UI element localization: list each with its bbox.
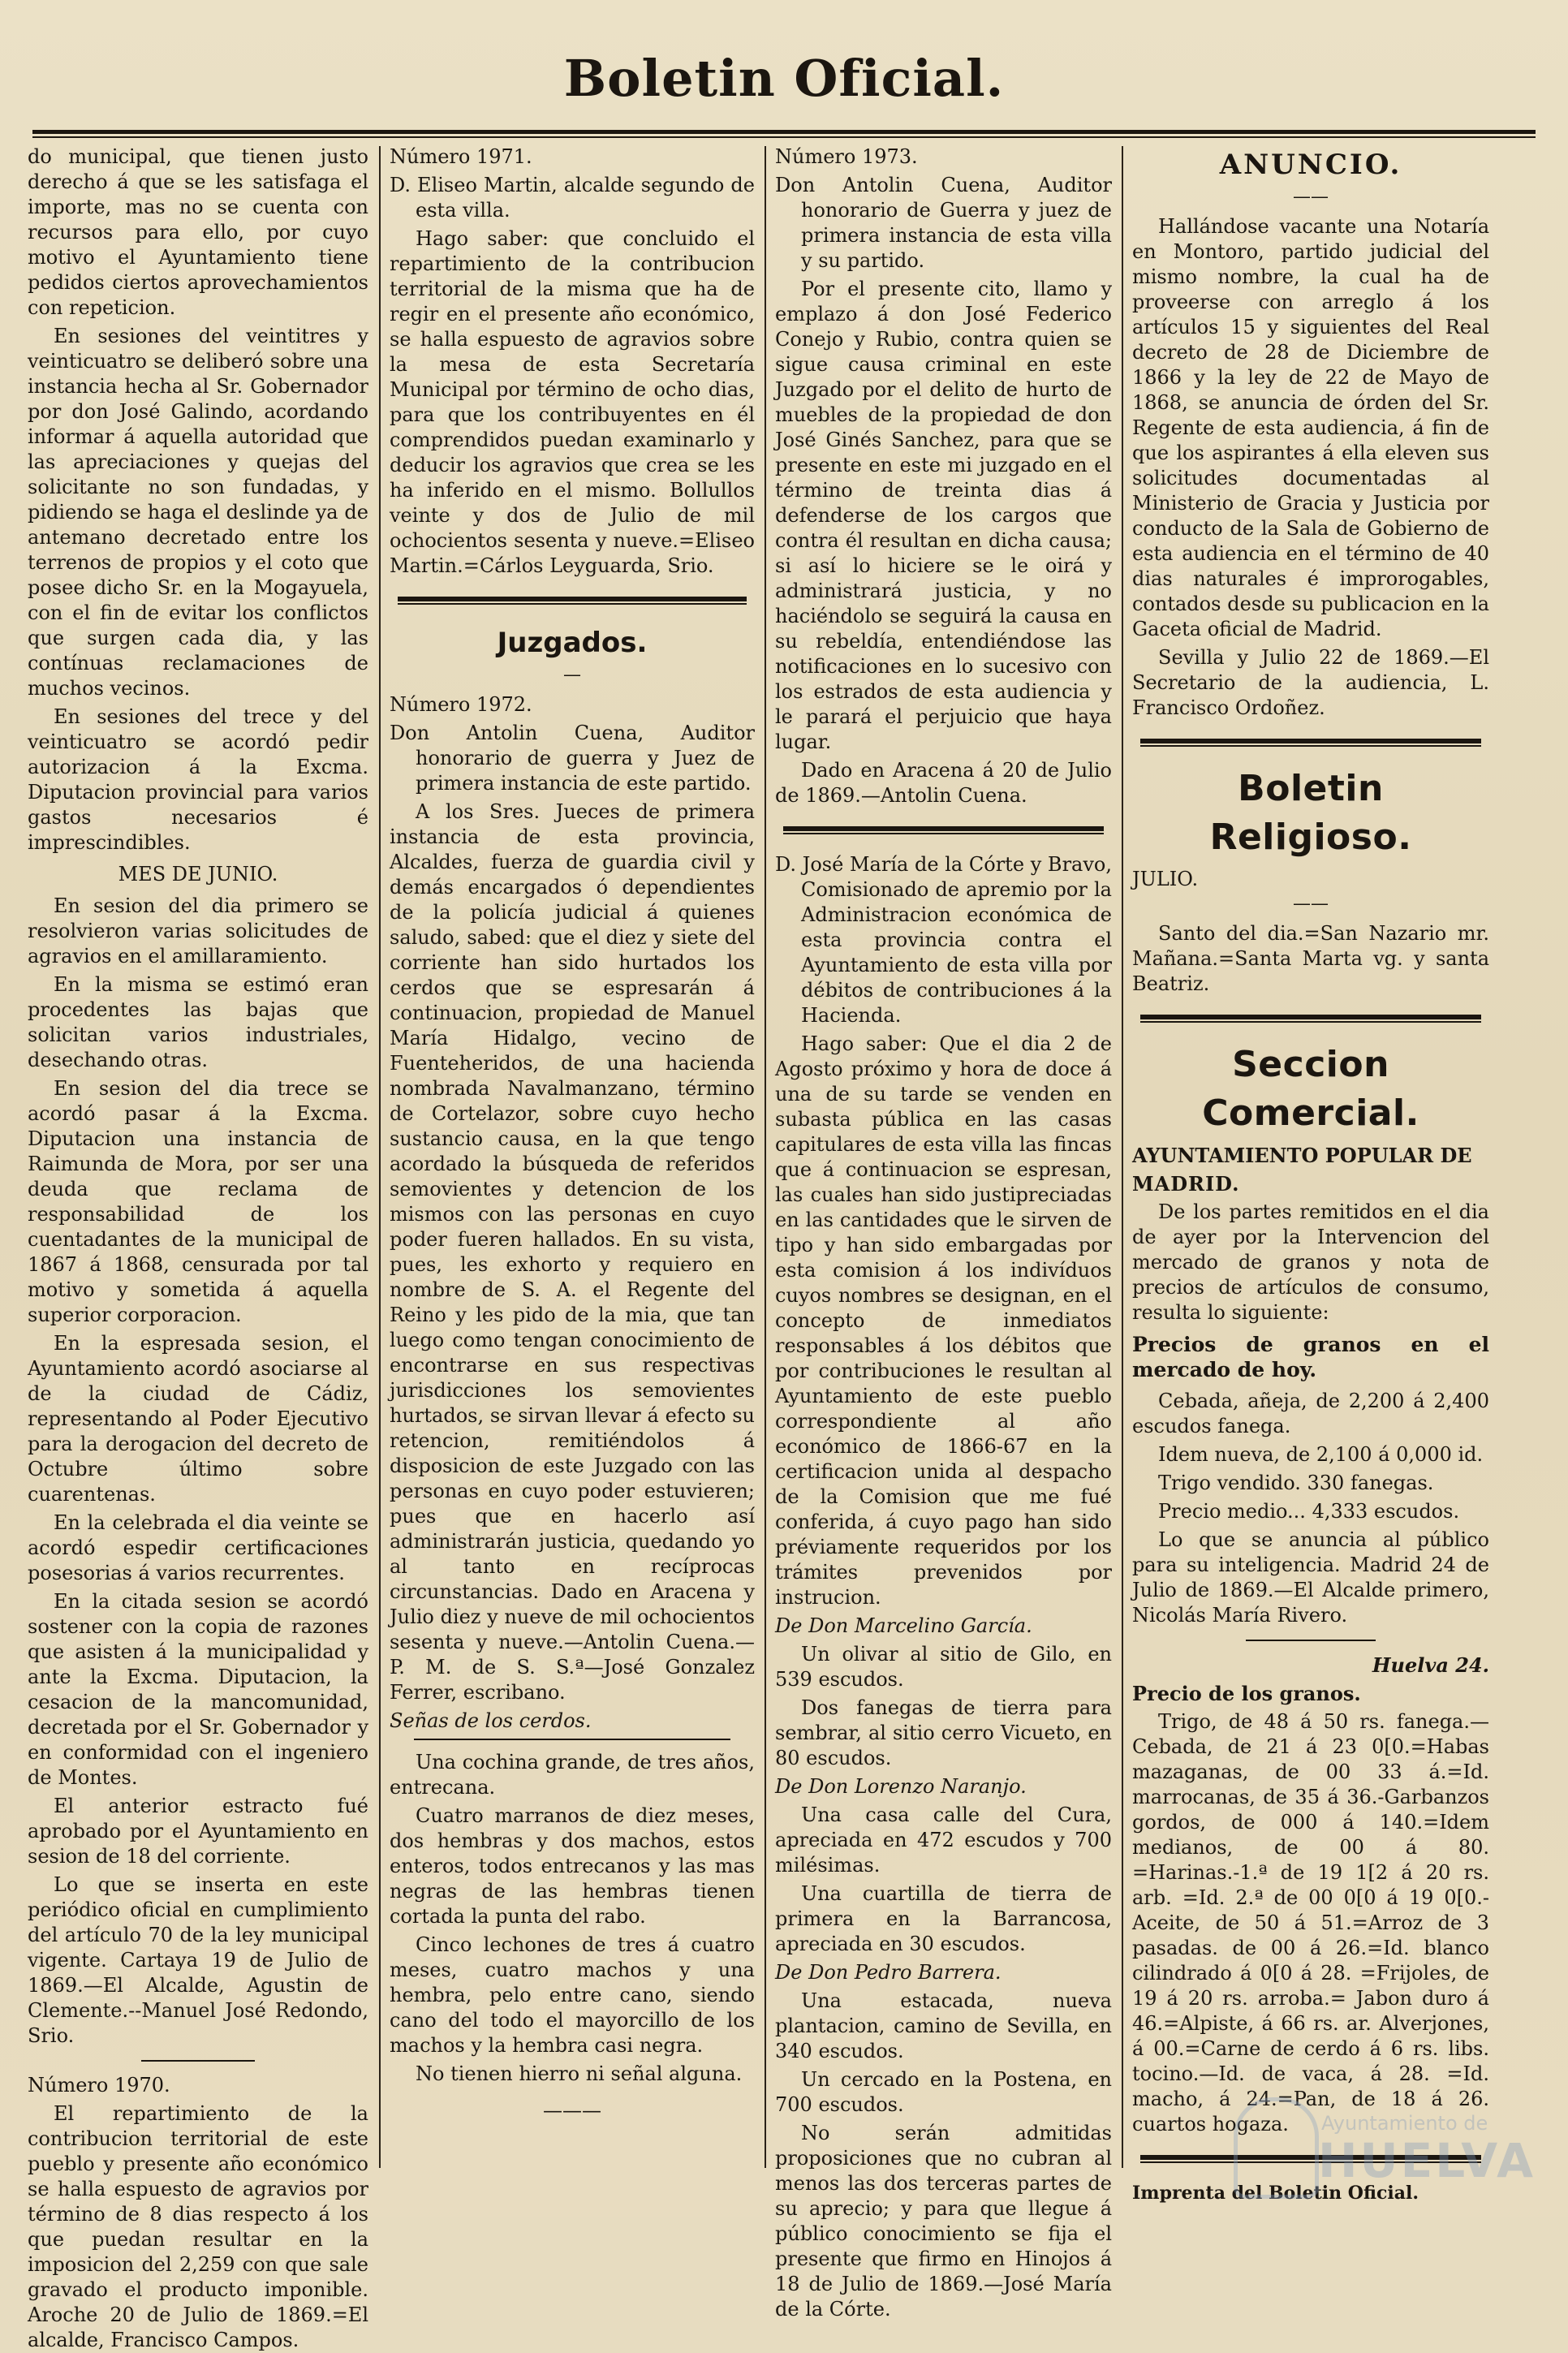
paragraph: Por el presente cito, llamo y emplazo á don José Federico Conejo y Rubio, contra quien se sigue causa criminal en este Juzgado por el delito de hurto de muebles de la propiedad de don José Ginés Sanchez, para que se presente en este mi juzgado en el término de treinta dias á defenderse de los cargos que contra él resultan en dicha causa; si así lo hiciere se le oirá y administrará justicia, y no haciéndolo se seguirá la causa en su rebeldía, entendiéndose las notificaciones en lo sucesivo con los estrados de esta audiencia y le parará el perjuicio que haya lugar. [775, 278, 1112, 753]
printer-imprint: Imprenta del Boletin Oficial. [1132, 2183, 1419, 2204]
paragraph: En la misma se estimó eran procedentes las bajas que solicitan varios industriales, desechando otras. [28, 973, 368, 1071]
paragraph: En la espresada sesion, el Ayuntamiento acordó asociarse al de la ciudad de Cádiz, representando al Poder Ejecutivo para la derogacion del decreto de Octubre último sobre cuarentenas. [28, 1332, 368, 1506]
section-title: Juzgados. [497, 627, 648, 659]
owner-heading: De Don Pedro Barrera. [775, 1961, 1002, 1984]
dash-ornament: —— [1293, 187, 1329, 207]
paragraph: Una casa calle del Cura, apreciada en 472 escudos y 700 milésimas. [775, 1804, 1112, 1877]
section-title: Boletin Religioso. [1209, 768, 1412, 858]
notice-number: Número 1971. [390, 145, 532, 168]
paragraph: Don Antolin Cuena, Auditor honorario de guerra y Juez de primera instancia de este partido. [390, 722, 755, 795]
paragraph: En sesion del dia trece se acordó pasar á la Excma. Diputacion una instancia de Raimunda de Mora, por ser una deuda que reclama de responsabilidad de los cuentadantes de la municipal de 1867 á 1868, censurada por tal motivo y sometida á aquella superior corporacion. [28, 1077, 368, 1326]
subheading: AYUNTAMIENTO POPULAR DE [1132, 1144, 1472, 1167]
divider [141, 2060, 255, 2062]
dash-ornament: —— [1293, 894, 1329, 914]
paragraph: A los Sres. Jueces de primera instancia de esta provincia, Alcaldes, fuerza de guardia civil y demás encargados ó dependientes de la policía judicial á quienes saludo, sabed: que el diez y siete del corriente han sido hurtados los cerdos que se espresarán á continuacion, propiedad de Manuel María Hidalgo, vecino de Fuenteheridos, de una hacienda nombrada Navalmanzano, término de Cortelazor, sobre cuyo hecho sustancio causa, en la que tengo acordado la búsqueda de referidos semovientes y detencion de los mismos con las personas en cuyo poder fueren hallados. En su vista, pues, les exhorto y requiero en nombre de S. A. el Regente del Reino y les pido de la mia, que tan luego como tengan conocimiento de encontrarse en sus respectivas jurisdicciones los semovientes hurtados, se sirvan llevar á efecto su retencion, remitiéndolos á disposicion de este Juzgado con las personas en cuyo poder estuvieren; pues que en hacerlo así administrarán justicia, quedando yo al tanto en recíprocas circunstancias. Dado en Aracena y Julio diez y nueve de mil ochocientos sesenta y nueve.—Antolin Cuena.— P. M. de S. S.ª—José Gonzalez Ferrer, escribano. [390, 800, 755, 1704]
paragraph: Lo que se anuncia al público para su inteligencia. Madrid 24 de Julio de 1869.—El Alcalde primero, Nicolás María Rivero. [1132, 1528, 1489, 1627]
paragraph: En la citada sesion se acordó sostener con la copia de razones que asisten á la municipalidad y ante la Excma. Diputacion, la cesacion de la mancomunidad, decretada por el Sr. Gobernador y en conformidad con el ingeniero de Montes. [28, 1590, 368, 1789]
paragraph: No serán admitidas proposiciones que no cubran al menos las dos terceras partes de su aprecio; y para que llegue á público conocimiento se fija el presente que firmo en Hinojos á 18 de Julio de 1869.—José María de la Córte. [775, 2122, 1112, 2321]
paragraph: Cebada, añeja, de 2,200 á 2,400 escudos fanega. [1132, 1390, 1489, 1437]
paragraph: Hago saber: que concluido el repartimiento de la contribucion territorial de la misma que ha de regir en el presente año económico, se halla espuesto de agravios sobre la mesa de esta Secretaría Municipal por término de ocho dias, para que los contribuyentes en él comprendidos puedan examinarlo y deducir los agravios que crea se les ha inferido en el mismo. Bollullos veinte y dos de Julio de mil ochocientos sesenta y nueve.=Eliseo Martin.=Cárlos Leyguarda, Srio. [390, 227, 755, 577]
paragraph: Idem nueva, de 2,100 á 0,000 id. [1158, 1443, 1484, 1466]
month-heading: MES DE JUNIO. [118, 863, 278, 886]
paragraph: El repartimiento de la contribucion territorial de este pueblo y presente año económico se halla espuesto de agravios por término de 8 dias respecto á los que puedan resultar en la imposicion del 2,259 con que sale gravado el producto imponible. Aroche 20 de Julio de 1869.=El alcalde, Francisco Campos. [28, 2102, 368, 2351]
paragraph: En sesiones del trece y del veinticuatro se acordó pedir autorizacion á la Excma. Diputacion provincial para varios gastos necesarios é imprescindibles. [28, 705, 368, 854]
paragraph: No tienen hierro ni señal alguna. [416, 2062, 743, 2085]
subheading: MADRID. [1132, 1172, 1240, 1196]
paragraph: Dado en Aracena á 20 de Julio de 1869.—Antolin Cuena. [775, 759, 1112, 807]
subheading: Precios de granos en el mercado de hoy. [1132, 1333, 1489, 1381]
end-ornament: ——— [543, 2099, 601, 2122]
notice-number: Número 1972. [390, 693, 532, 716]
paragraph: En la celebrada el dia veinte se acordó espedir certificaciones posesorias á varios recurrentes. [28, 1511, 368, 1584]
section-rule [398, 597, 747, 605]
month-heading: JULIO. [1132, 868, 1199, 890]
paragraph: Sevilla y Julio 22 de 1869.—El Secretario de la audiencia, L. Francisco Ordoñez. [1132, 646, 1489, 719]
column-1 [28, 144, 368, 2351]
paragraph: Precio medio... 4,333 escudos. [1158, 1500, 1460, 1523]
column-3 [775, 144, 1112, 2321]
paragraph: De los partes remitidos en el dia de ayer por la Intervencion del mercado de granos y nota de precios de artículos de consumo, resulta lo siguiente: [1132, 1200, 1489, 1324]
watermark-text: Ayuntamiento de [1321, 2112, 1488, 2135]
paragraph: Hallándose vacante una Notaría en Montoro, partido judicial del mismo nombre, la cual ha de proveerse con arreglo á los artículos 15 y siguientes del Real decreto de 28 de Diciembre de 1866 y la ley de 22 de Mayo de 1868, se anuncia de órden del Sr. Regente de esta audiencia, á fin de que los aspirantes á ella eleven sus solicitudes documentadas al Ministerio de Gracia y Justicia por conducto de la Sala de Gobierno de esta audiencia en el término de 40 dias naturales é improrogables, contados desde su publicacion en la Gaceta oficial de Madrid. [1132, 215, 1489, 640]
subheading: Precio de los granos. [1132, 1682, 1361, 1705]
paragraph: En sesiones del veintitres y veinticuatro se deliberó sobre una instancia hecha al Sr. Gobernador por don José Galindo, acordando informar á aquella autoridad que las apreciaciones y quejas del solicitante no son fundadas, y pidiendo se haga el deslinde ya de antemano decretado entre los terrenos de propios y el coto que posee dicho Sr. en la Mogayuela, con el fin de evitar los conflictos que surgen cada dia, y las contínuas reclamaciones de muchos vecinos. [28, 325, 368, 700]
watermark [1234, 2094, 1536, 2200]
dash-ornament: — [563, 665, 581, 685]
paragraph: Trigo, de 48 á 50 rs. fanega.—Cebada, de 21 á 23 0[0.=Habas mazaganas, de 00 33 á.=Id. marrocanas, de 35 á 36.-Garbanzos gordos, de 000 á 140.=Idem medianos, de 00 á 80. =Harinas.-1.ª de 19 1[2 á 20 rs. arb. =Id. 2.ª de 00 0[0 á 19 0[0.-Aceite, de 50 á 51.=Arroz de 3 pasadas. de 00 á 26.=Id. blanco cilindrado á 0[0 á 28. =Frijoles, de 19 á 20 rs. arroba.= Jabon duro á 46.=Alpiste, á 66 rs. ar. Alverjones, á 00.=Carne de cerdo á 6 rs. libs. tocino.—Id. de vaca, á 28. =Id. macho, á 24.=Pan, de 18 á 26. cuartos hogaza. [1132, 1710, 1489, 2135]
paragraph: El anterior estracto fué aprobado por el Ayuntamiento en sesion de 18 del corriente. [28, 1795, 368, 1868]
paragraph: Cuatro marranos de diez meses, dos hembras y dos machos, estos enteros, todos entrecanos y las mas negras de las hembras tienen cortada la punta del rabo. [390, 1804, 755, 1928]
column-separator [765, 146, 766, 2168]
paragraph: Una estacada, nueva plantacion, camino de Sevilla, en 340 escudos. [775, 1989, 1112, 2062]
paragraph: Dos fanegas de tierra para sembrar, al sitio cerro Vicueto, en 80 escudos. [775, 1696, 1112, 1769]
column-4 [1132, 144, 1489, 2204]
paragraph: Un cercado en la Postena, en 700 escudos. [775, 2068, 1112, 2116]
owner-heading: De Don Marcelino García. [775, 1614, 1032, 1637]
paragraph: En sesion del dia primero se resolvieron varias solicitudes de agravios en el amillaramiento. [28, 894, 368, 967]
owner-heading: De Don Lorenzo Naranjo. [775, 1775, 1027, 1798]
paragraph: Una cochina grande, de tres años, entrecana. [390, 1751, 755, 1799]
paragraph: do municipal, que tienen justo derecho á que se les satisfaga el importe, mas no se cuenta con recursos para ello, por cuyo motivo el Ayuntamiento tiene pedidos ciertos aprovechamientos con repeticion. [28, 145, 368, 319]
masthead-title: Boletin Oficial. [563, 49, 1005, 108]
paragraph: Cinco lechones de tres á cuatro meses, cuatro machos y una hembra, pelo entre cano, siendo cano del todo el mayorcillo de los machos y la hembra casi negra. [390, 1933, 755, 2057]
section-rule [1140, 739, 1481, 747]
watermark-text: HUELVA [1318, 2133, 1536, 2188]
anuncio-title: ANUNCIO. [1219, 149, 1402, 181]
masthead-rule [32, 130, 1536, 138]
paragraph: D. José María de la Córte y Bravo, Comisionado de apremio por la Administracion económica de esta provincia contra el Ayuntamiento de esta villa por débitos de contribuciones á la Hacienda. [775, 853, 1112, 1027]
notice-number: Número 1973. [775, 145, 918, 168]
column-separator [1122, 146, 1123, 2168]
column-2 [390, 144, 755, 2184]
paragraph: Una cuartilla de tierra de primera en la Barrancosa, apreciada en 30 escudos. [775, 1882, 1112, 1955]
paragraph: Santo del dia.=San Nazario mr. Mañana.=Santa Marta vg. y santa Beatriz. [1132, 922, 1489, 995]
divider [1246, 1640, 1376, 1641]
paragraph: Hago saber: Que el dia 2 de Agosto próximo y hora de doce á una de su tarde se venden en subasta pública en las casas capitulares de esta villa las fincas que á continuacion se espresan, las cuales han sido justipreciadas en las cantidades que le sirven de tipo y han sido embargadas por esta comision á los indivíduos cuyos nombres se designan, en el concepto de inmediatos responsables á los débitos que por contribuciones le resultan al Ayuntamiento de este pueblo correspondiente al año económico de 1866-67 en la certificacion unida al despacho de la Comision que me fué conferida, á cuyo pago han sido préviamente requeridos por los trámites prevenidos por instrucion. [775, 1032, 1112, 1609]
notice-number: Número 1970. [28, 2074, 170, 2097]
dateline: Huelva 24. [1372, 1653, 1489, 1677]
column-separator [379, 146, 381, 2168]
paragraph: Don Antolin Cuena, Auditor honorario de Guerra y juez de primera instancia de esta villa y su partido. [775, 174, 1112, 272]
paragraph: Lo que se inserta en este periódico oficial en cumplimiento del artículo 70 de la ley municipal vigente. Cartaya 19 de Julio de 1869.—El Alcalde, Agustin de Clemente.--Manuel José Redondo, Srio. [28, 1873, 368, 2047]
divider [414, 1739, 730, 1740]
section-rule [1140, 1015, 1481, 1023]
paragraph: D. Eliseo Martin, alcalde segundo de esta villa. [390, 174, 755, 222]
section-title: Seccion Comercial. [1202, 1044, 1419, 1134]
subheading: Señas de los cerdos. [390, 1709, 592, 1732]
paragraph: Un olivar al sitio de Gilo, en 539 escudos. [775, 1643, 1112, 1691]
coat-of-arms-icon [1234, 2097, 1319, 2199]
section-rule [783, 826, 1104, 834]
paragraph: Trigo vendido. 330 fanegas. [1158, 1472, 1434, 1494]
